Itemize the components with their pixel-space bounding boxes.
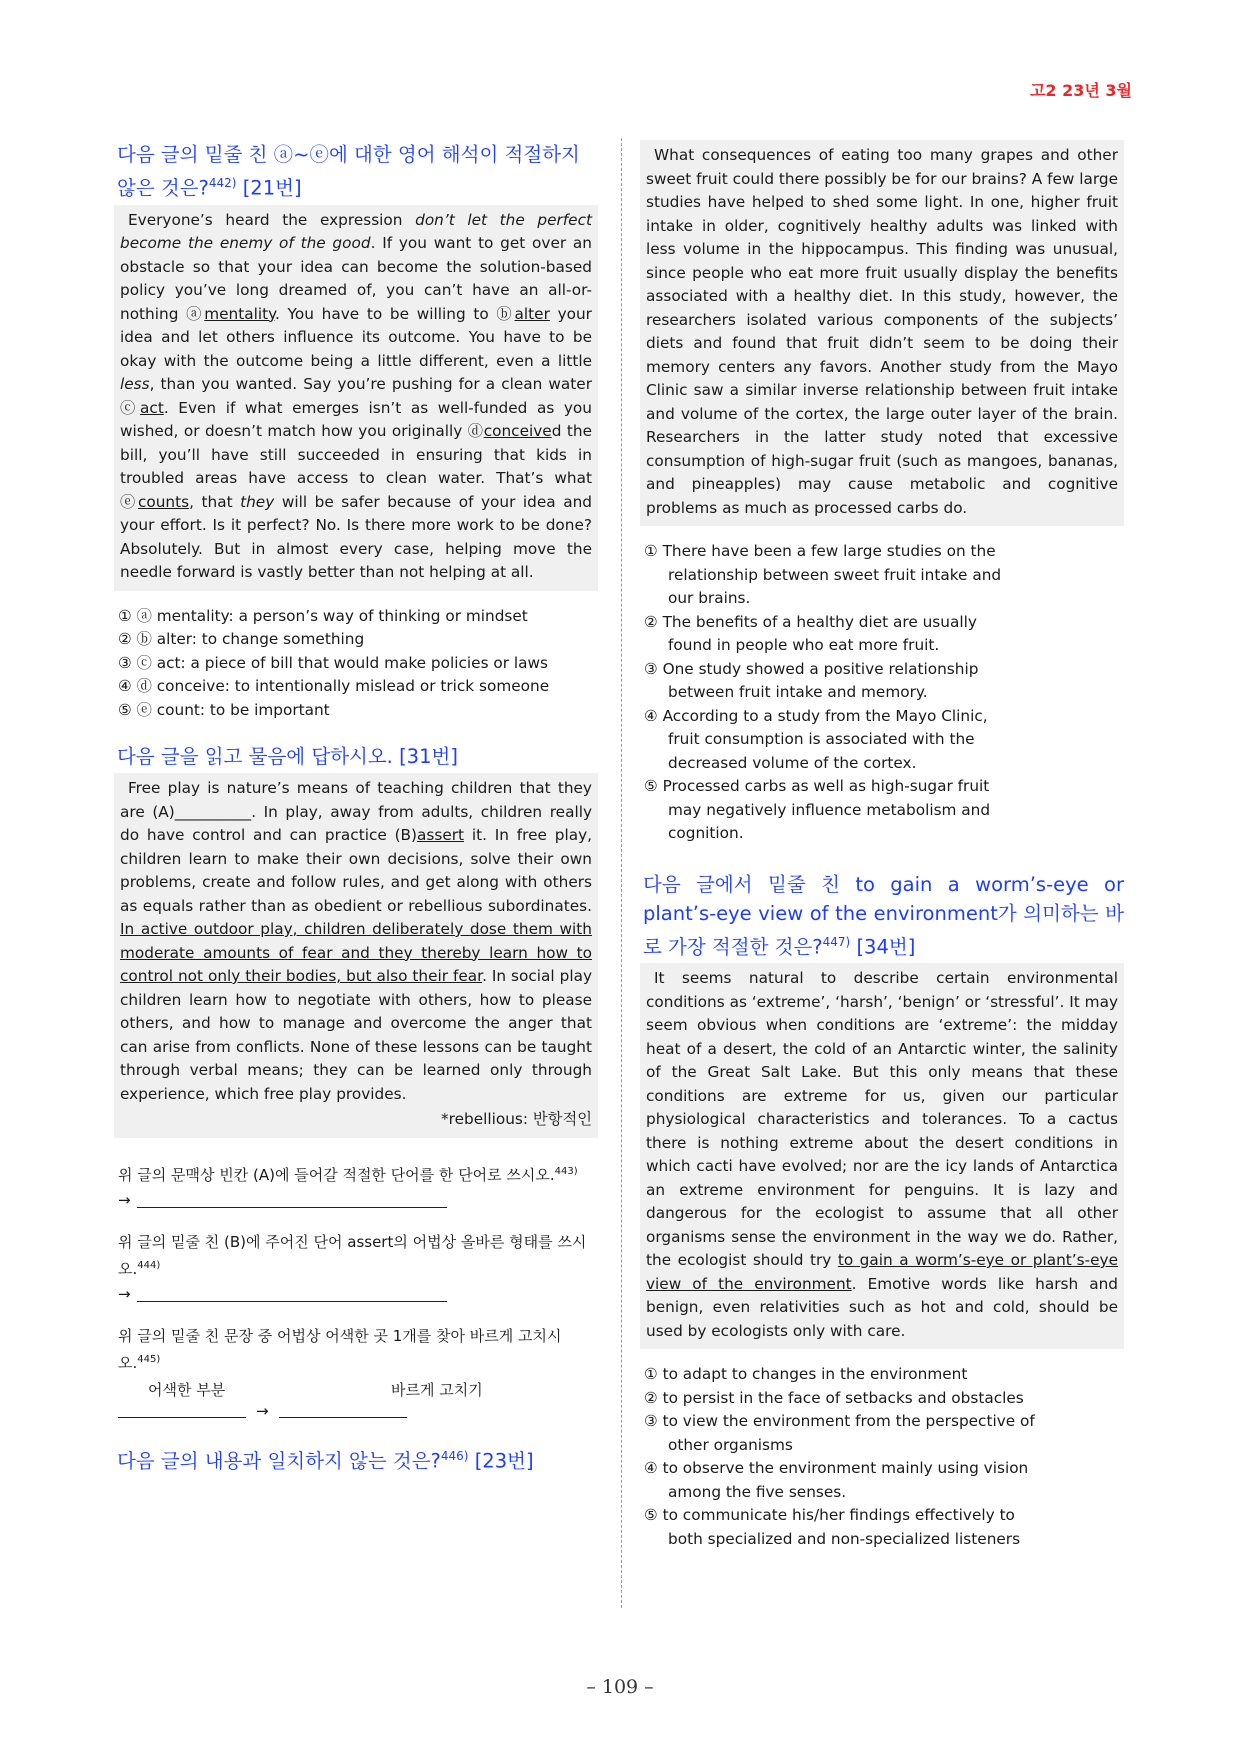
q23-option[interactable]: ⑤ Processed carbs as well as high-sugar fruit may negatively influence metabolism and cognition. bbox=[644, 777, 991, 842]
q21-option[interactable]: ⑤ ⓔ count: to be important bbox=[118, 700, 330, 719]
q31-sub3-answer[interactable]: → bbox=[118, 1402, 598, 1420]
q23-options bbox=[644, 540, 1024, 846]
q31-sub2: 위 글의 밑줄 친 (B)에 주어진 단어 assert의 어법상 올바른 형태를 쓰시오.$^{444)}$ bbox=[118, 1232, 587, 1278]
right-column bbox=[640, 140, 1124, 1551]
q34-title: 다음 글에서 밑줄 친 to gain a worm’s-eye or plant’s-eye view of the environment가 의미하는 바로 가장 적절한 것은?$^{447)}$ [34번] bbox=[643, 872, 1124, 958]
q23-option[interactable]: ② The benefits of a healthy diet are usually found in people who eat more fruit. bbox=[644, 612, 977, 654]
q31-sub3: 위 글의 밑줄 친 문장 중 어법상 어색한 곳 1개를 찾아 바르게 고치시오.$^{445)}$ bbox=[118, 1326, 562, 1372]
q31-sub1: 위 글의 문맥상 빈칸 (A)에 들어갈 적절한 단어를 한 단어로 쓰시오.$^{443)}$ bbox=[118, 1165, 578, 1184]
q21-option[interactable]: ④ ⓓ conceive: to intentionally mislead or trick someone bbox=[118, 677, 550, 695]
q34-passage: It seems natural to describe certain environmental conditions as ‘extreme’, ‘harsh’, ‘benign’ or ‘stressful’. It may seem obvious when conditions are ‘extreme’: the midday heat of a desert, the cold of an Antarctic winter, the salinity of the Great Salt Lake. But this only means that these conditions are extreme for us, given our particular physiological characteristics and tolerances. To a cactus there is nothing extreme about the desert conditions in which cacti have evolved; nor are the icy lands of Antarctica an extreme environment for penguins. It is lazy and dangerous for the ecologist to assume that all other organisms sense the environment in the way we do. Rather, the ecologist should try to gain a worm’s-eye or plant’s-eye view of the environment. Emotive words like harsh and benign, even relativities such as hot and cold, should be used by ecologists only with care. bbox=[640, 963, 1124, 1349]
q31-sub2-answer[interactable]: → bbox=[118, 1285, 598, 1303]
q31-title: 다음 글을 읽고 물음에 답하시오. [31번] bbox=[117, 745, 458, 768]
q34-option[interactable]: ③ to view the environment from the perspective of other organisms bbox=[644, 1412, 1035, 1454]
q21-passage: Everyone’s heard the expression don’t let the perfect become the enemy of the good. If you want to get over an obstacle so that your idea can become the solution-based policy you’ve long dreamed of, you can’t have an all-or-nothing ⓐmentality. You have to be willing to ⓑalter your idea and let others influence its outcome. You have to be okay with the outcome being a little different, even a little less, than you wanted. Say you’re pushing for a clean water ⓒact. Even if what emerges isn’t as well-funded as you wished, or doesn’t match how you originally ⓓconceived the bill, you’ll have still succeeded in ensuring that kids in troubled areas have access to clean water. That’s what ⓔcounts, that they will be safer because of your idea and your effort. Is it perfect? No. Is there more work to be done? Absolutely. But in almost every case, helping move the needle forward is vastly better than not helping at all. bbox=[114, 205, 598, 591]
wrong-part-line[interactable] bbox=[118, 1403, 246, 1418]
q34-option[interactable]: ① to adapt to changes in the environment bbox=[644, 1365, 968, 1383]
exam-tag: 고2 23년 3월 bbox=[1029, 81, 1132, 100]
q21-option[interactable]: ② ⓑ alter: to change something bbox=[118, 630, 365, 648]
q31-sub3-labels: 어색한 부분 바르게 고치기 bbox=[148, 1380, 483, 1399]
q21-option[interactable]: ③ ⓒ act: a piece of bill that would make policies or laws bbox=[118, 653, 549, 672]
q21-options bbox=[118, 605, 598, 723]
q23-option[interactable]: ④ According to a study from the Mayo Clinic, fruit consumption is associated with the decreased volume of the cortex. bbox=[644, 706, 988, 772]
q34-option[interactable]: ④ to observe the environment mainly using vision among the five senses. bbox=[644, 1459, 1029, 1501]
fix-part-line[interactable] bbox=[279, 1403, 407, 1418]
q31-sub1-answer[interactable]: → bbox=[118, 1191, 598, 1209]
q34-options bbox=[644, 1363, 1044, 1551]
column-divider bbox=[621, 138, 622, 1608]
q23-passage: What consequences of eating too many grapes and other sweet fruit could there possibly be for our brains? A few large studies have helped to shed some light. In one, higher fruit intake in older, cognitively healthy adults was linked with less volume in the hippocampus. This finding was unusual, since people who eat more fruit usually display the benefits associated with a healthy diet. In this study, however, the researchers isolated various components of the subjects’ diets and found that fruit didn’t seem to be doing their memory centers any favors. Another study from the Mayo Clinic saw a similar inverse relationship between fruit intake and volume of the cortex, the large outer layer of the brain. Researchers in the latter study noted that excessive consumption of high-sugar fruit (such as mangoes, bananas, and pineapples) may cause metabolic and cognitive problems as much as processed carbs do. bbox=[640, 140, 1124, 526]
q21-option[interactable]: ① ⓐ mentality: a person’s way of thinking or mindset bbox=[118, 606, 528, 625]
q23-title: 다음 글의 내용과 일치하지 않는 것은?$^{446)}$ [23번] bbox=[117, 1448, 534, 1472]
q23-option[interactable]: ① There have been a few large studies on the relationship between sweet fruit intake and our brains. bbox=[644, 542, 1002, 607]
q31-gloss: *rebellious: 반항적인 bbox=[440, 1110, 592, 1128]
q34-option[interactable]: ② to persist in the face of setbacks and obstacles bbox=[644, 1388, 1024, 1407]
q31-passage: Free play is nature’s means of teaching children that they are (A)__________. In play, away from adults, children really do have control and can practice (B)assert it. In free play, children learn to make their own decisions, solve their own problems, create and follow rules, and get along with others as equals rather than as obedient or rebellious subordinates. In active outdoor play, children deliberately dose them with moderate amounts of fear and they thereby learn how to control not only their bodies, but also their fear. In social play children learn how to negotiate with others, how to please others, and how to manage and overcome the anger that can arise from conflicts. None of these lessons can be taught through verbal means; they can be learned only through experience, which free play provides. *rebellious: 반항적인 bbox=[114, 773, 598, 1138]
q34-option[interactable]: ⑤ to communicate his/her findings effectively to both specialized and non-specialized listeners bbox=[644, 1506, 1021, 1548]
q21-title: 다음 글의 밑줄 친 ⓐ~ⓔ에 대한 영어 해석이 적절하지 않은 것은?$^{442)}$ [21번] bbox=[117, 143, 580, 200]
left-column bbox=[114, 140, 598, 1477]
q23-option[interactable]: ③ One study showed a positive relationship between fruit intake and memory. bbox=[644, 659, 979, 701]
page-number: – 109 – bbox=[586, 1676, 654, 1698]
